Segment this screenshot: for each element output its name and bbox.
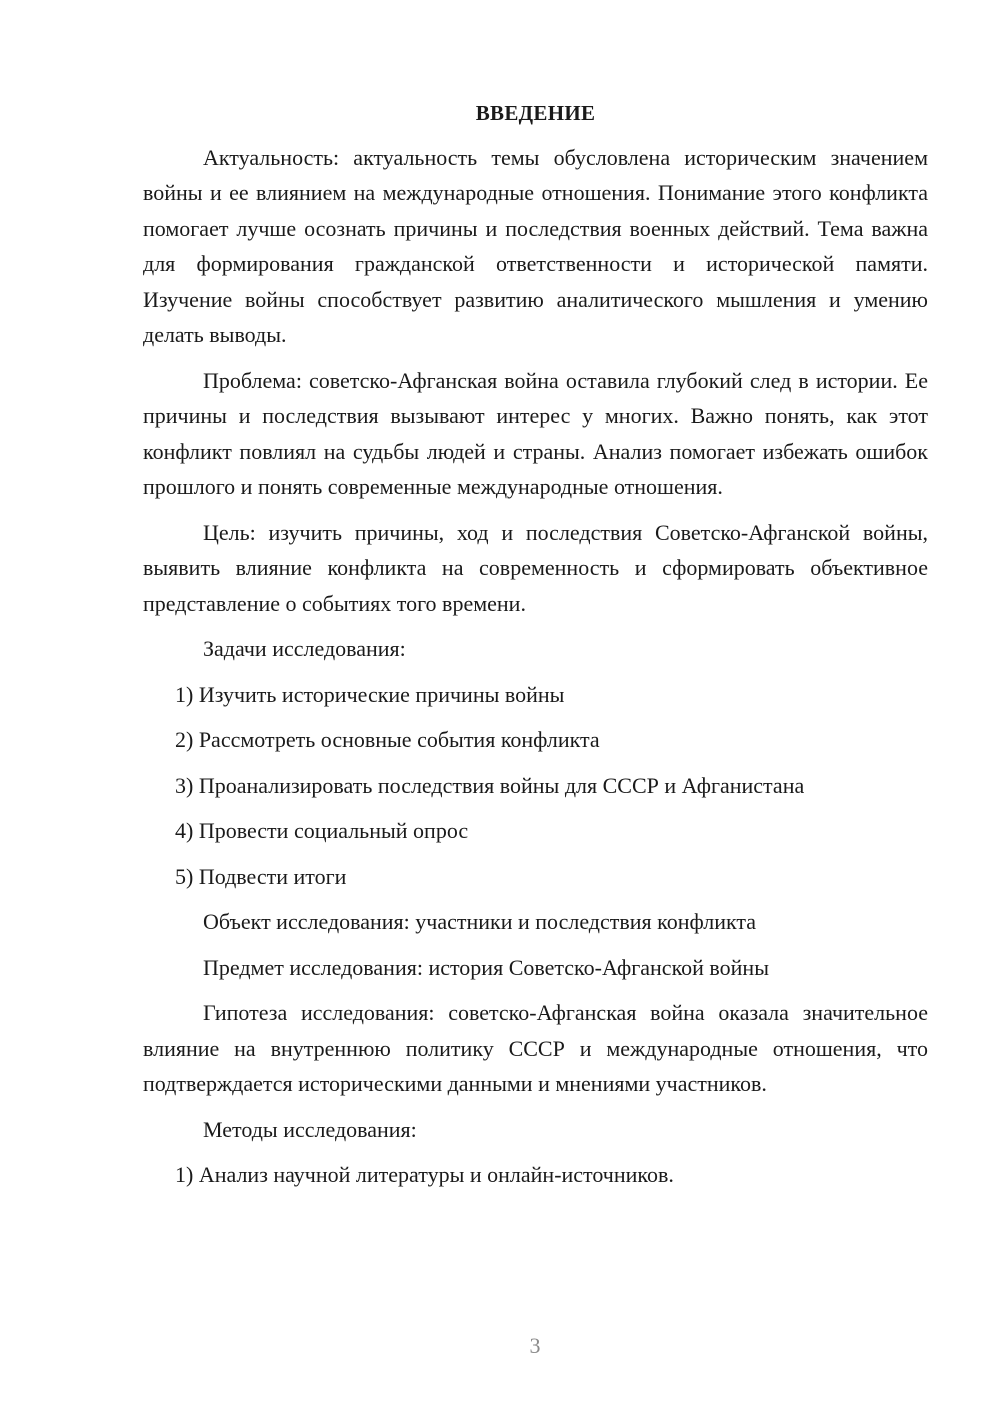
page-number: 3	[529, 1333, 541, 1358]
document-page	[143, 96, 928, 1203]
object-paragraph: Объект исследования: участники и последствия конфликта	[203, 909, 757, 934]
list-item: 2) Рассмотреть основные события конфликта	[175, 727, 600, 752]
goal-paragraph: Цель: изучить причины, ход и последствия Советско-Афганской войны, выявить влияние конфликта на современность и сформировать объективное представление о событиях того времени.	[143, 519, 928, 616]
methods-heading: Методы исследования:	[203, 1116, 417, 1142]
relevance-paragraph: Актуальность: актуальность темы обусловлена историческим значением войны и ее влиянием на международные отношения. Понимание этого конфликта помогает лучше осознать причины и последствия военных действий. Тема важна для формирования гражданской ответственности и исторической памяти. Изучение войны способствует развитию аналитического мышления и умению делать выводы.	[143, 144, 928, 347]
list-item: 4) Провести социальный опрос	[175, 818, 469, 843]
methods-list	[143, 1157, 928, 1193]
list-item: 1) Анализ научной литературы и онлайн-источников.	[175, 1162, 674, 1187]
tasks-list	[143, 677, 928, 895]
hypothesis-paragraph: Гипотеза исследования: советско-Афганская война оказала значительное влияние на внутреннюю политику СССР и международные отношения, что подтверждается историческими данными и мнениями участников.	[143, 1000, 928, 1096]
list-item: 3) Проанализировать последствия войны для СССР и Афганистана	[175, 772, 805, 798]
list-item: 1) Изучить исторические причины войны	[175, 681, 565, 707]
list-item: 5) Подвести итоги	[175, 863, 347, 889]
tasks-heading: Задачи исследования:	[203, 636, 406, 661]
page-title: ВВЕДЕНИЕ	[475, 101, 596, 125]
problem-paragraph: Проблема: советско-Афганская война оставила глубокий след в истории. Ее причины и последствия вызывают интерес у многих. Важно понять, как этот конфликт повлиял на судьбы людей и страны. Анализ помогает избежать ошибок прошлого и понять современные международные отношения.	[143, 367, 928, 499]
subject-paragraph: Предмет исследования: история Советско-Афганской войны	[203, 954, 769, 980]
